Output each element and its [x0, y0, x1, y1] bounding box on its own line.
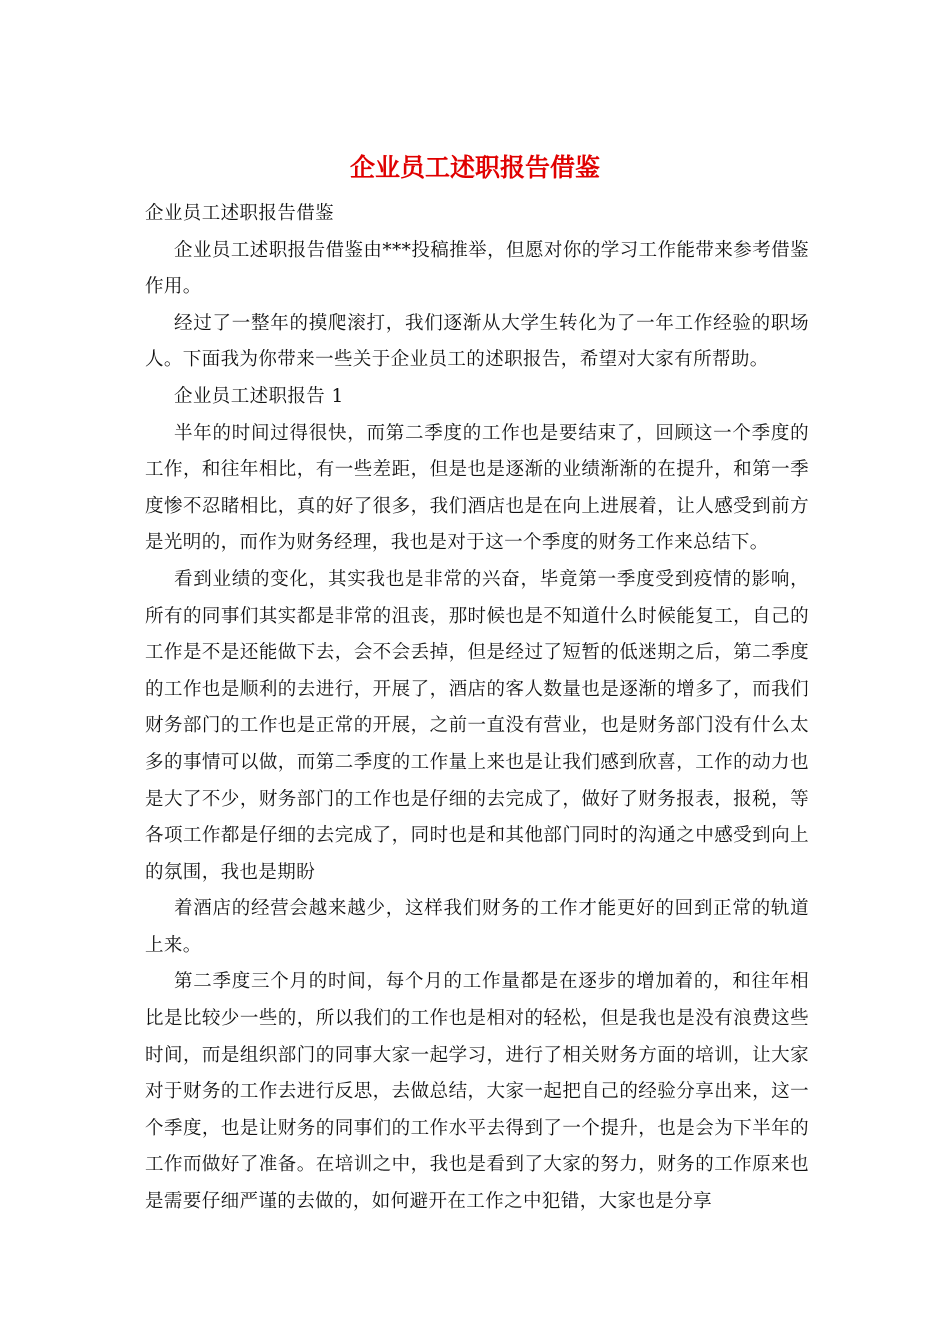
section-heading: 企业员工述职报告 1	[174, 385, 344, 407]
paragraph: 半年的时间过得很快，而第二季度的工作也是要结束了，回顾这一个季度的工作，和往年相比，有一些差距，但是也是逐渐的业绩渐渐的在提升，和第一季度惨不忍睹相比，真的好了很多，我们酒店也是在向上进展着，让人感受到前方是光明的，而作为财务经理，我也是对于这一个季度的财务工作来总结下。	[145, 422, 809, 554]
document-title: 企业员工述职报告借鉴	[349, 153, 600, 182]
paragraph: 看到业绩的变化，其实我也是非常的兴奋，毕竟第一季度受到疫情的影响，所有的同事们其实都是非常的沮丧，那时候也是不知道什么时候能复工，自己的工作是不是还能做下去，会不会丢掉，但是经过了短暂的低迷期之后，第二季度的工作也是顺利的去进行，开展了，酒店的客人数量也是逐渐的增多了，而我们财务部门的工作也是正常的开展，之前一直没有营业，也是财务部门没有什么太多的事情可以做，而第二季度的工作量上来也是让我们感到欣喜，工作的动力也是大了不少，财务部门的工作也是仔细的去完成了，做好了财务报表，报税，等各项工作都是仔细的去完成了，同时也是和其他部门同时的沟通之中感受到向上的氛围，我也是期盼	[145, 568, 809, 883]
paragraph: 经过了一整年的摸爬滚打，我们逐渐从大学生转化为了一年工作经验的职场人。下面我为你带来一些关于企业员工的述职报告，希望对大家有所帮助。	[145, 312, 809, 371]
subtitle-line: 企业员工述职报告借鉴	[145, 203, 335, 224]
paragraph: 着酒店的经营会越来越少，这样我们财务的工作才能更好的回到正常的轨道上来。	[145, 898, 809, 956]
document-body	[145, 196, 809, 1221]
paragraph: 第二季度三个月的时间，每个月的工作量都是在逐步的增加着的，和往年相比是比较少一些的，所以我们的工作也是相对的轻松，但是我也是没有浪费这些时间，而是组织部门的同事大家一起学习，进行了相关财务方面的培训，让大家对于财务的工作去进行反思，去做总结，大家一起把自己的经验分享出来，这一个季度，也是让财务的同事们的工作水平去得到了一个提升，也是会为下半年的工作而做好了准备。在培训之中，我也是看到了大家的努力，财务的工作原来也是需要仔细严谨的去做的，如何避开在工作之中犯错，大家也是分享	[145, 971, 809, 1213]
paragraph: 企业员工述职报告借鉴由***投稿推举，但愿对你的学习工作能带来参考借鉴作用。	[145, 239, 809, 298]
